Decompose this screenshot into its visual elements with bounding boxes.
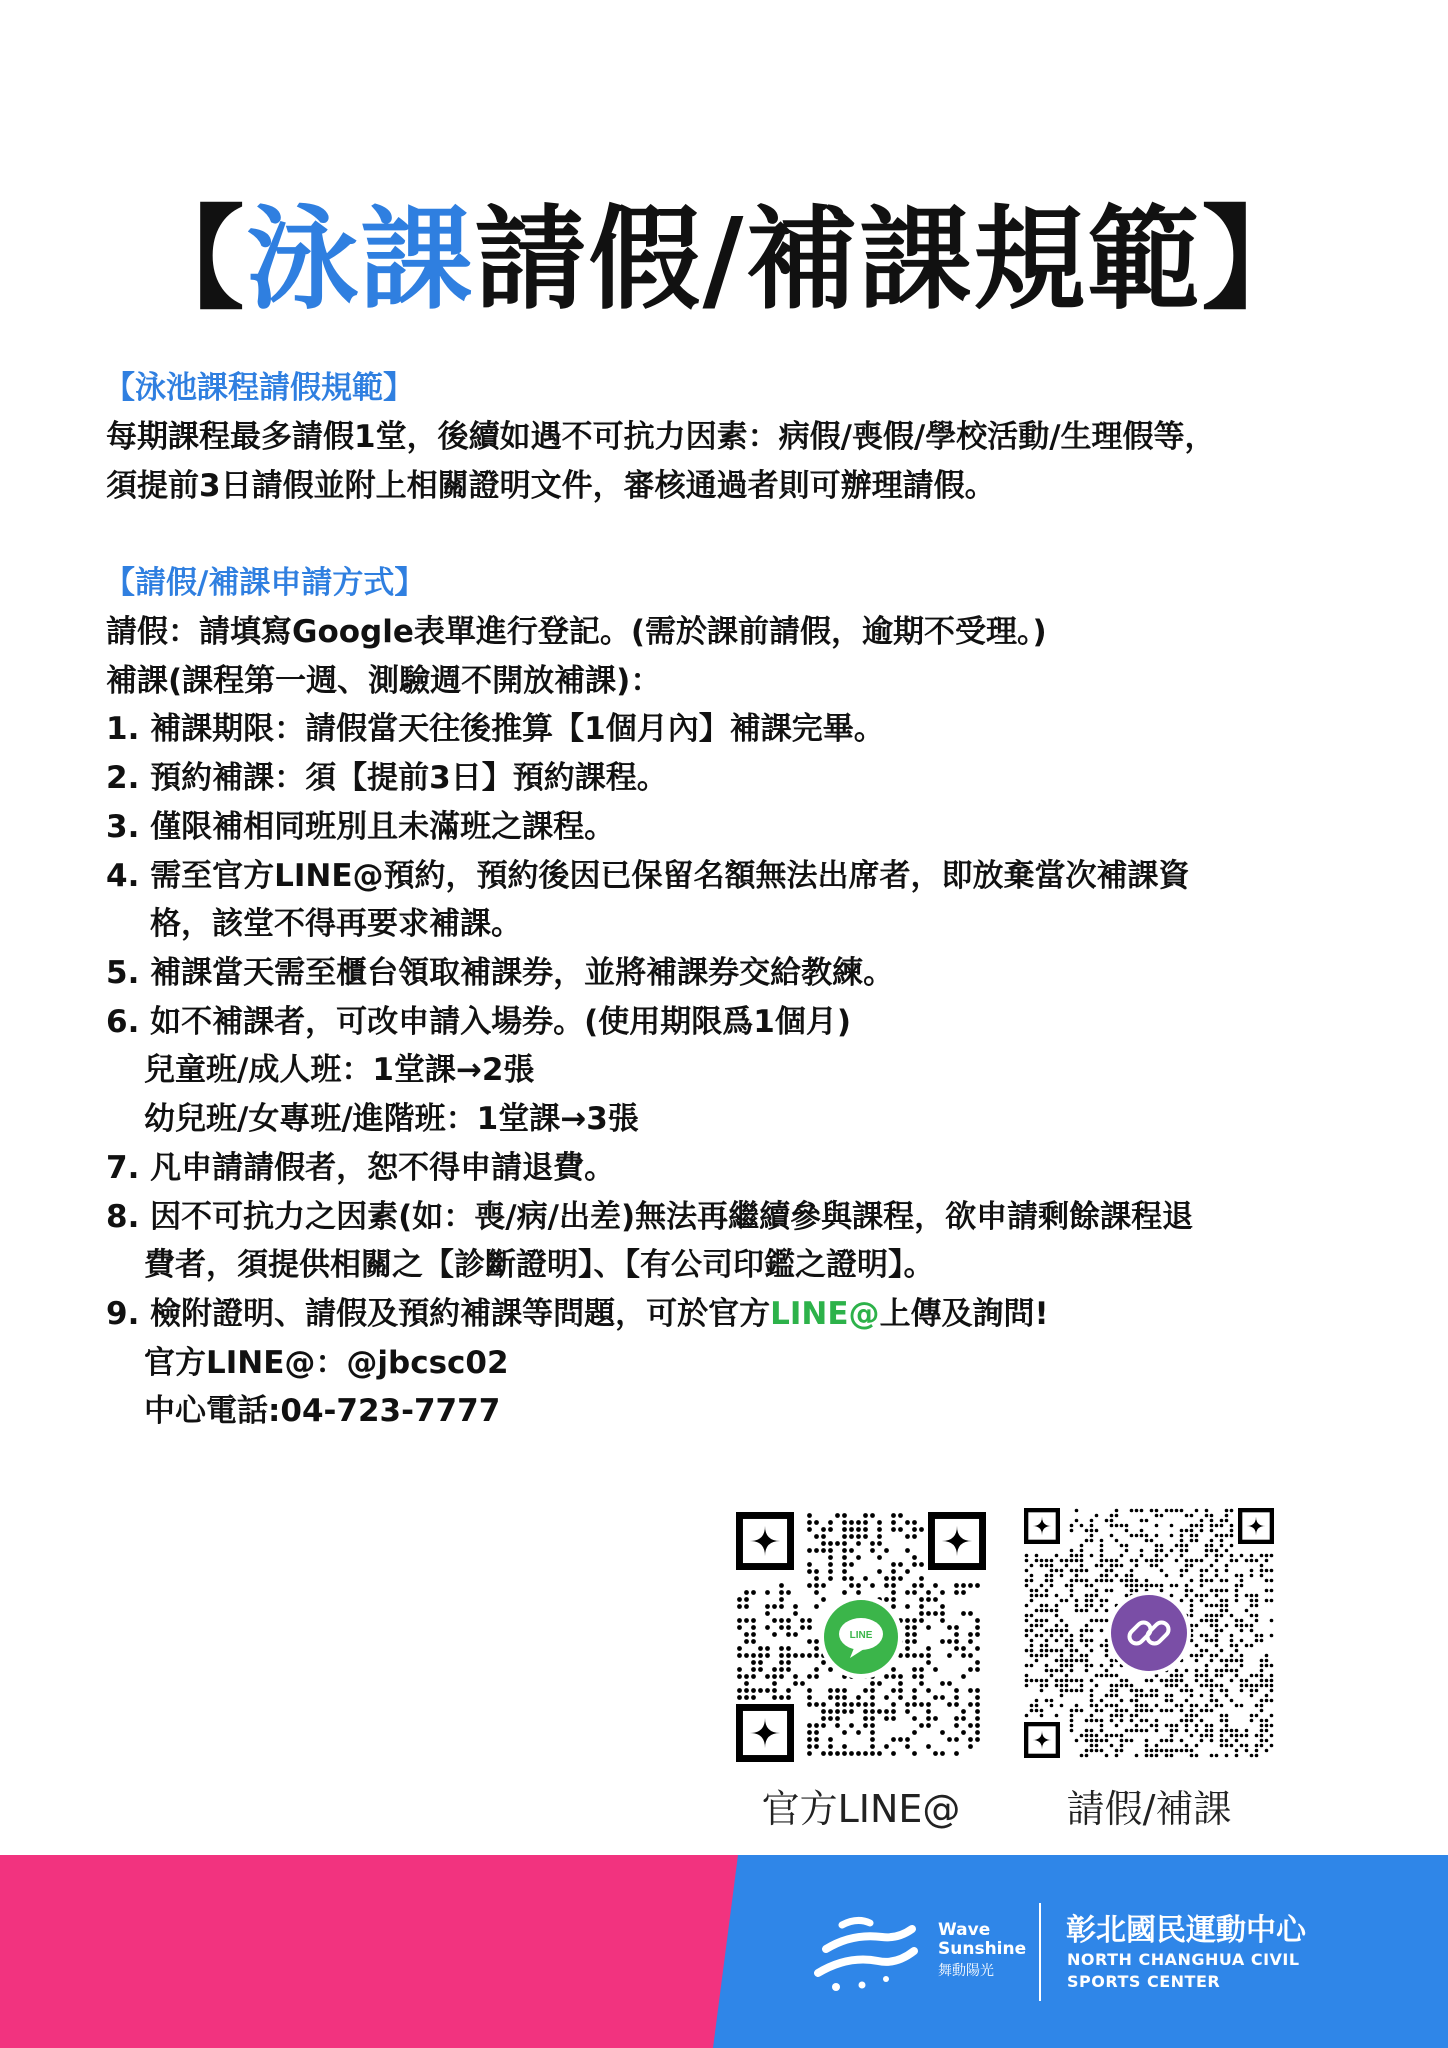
- makeup-intro: 補課(課程第一週、測驗週不開放補課)：: [106, 663, 662, 699]
- line-id: 官方LINE@：@jbcsc02: [144, 1345, 509, 1381]
- brand-en-line2: Sunshine: [938, 1939, 1027, 1959]
- wave-sunshine-logo-icon: [812, 1915, 922, 1995]
- section1-heading: 【泳池課程請假規範】: [104, 370, 414, 406]
- rule-item-9: [106, 1294, 1049, 1334]
- rule-item-9-pre: 9. 檢附證明、請假及預約補課等問題，可於官方: [106, 1296, 771, 1332]
- rule-item: 6. 如不補課者，可改申請入場券。(使用期限爲1個月): [106, 1004, 852, 1040]
- rule-item: 8. 因不可抗力之因素(如：喪/病/出差)無法再繼續參與課程，欲申請剩餘課程退: [106, 1199, 1194, 1235]
- phone-number: 中心電話:04-723-7777: [144, 1393, 501, 1429]
- section2-heading: 【請假/補課申請方式】: [104, 565, 426, 601]
- center-name-zh: 彰北國民運動中心: [1066, 1913, 1306, 1948]
- center-name-en-line1: NORTH CHANGHUA CIVIL: [1067, 1950, 1300, 1969]
- line-qr-caption: 官方LINE@: [761, 1787, 961, 1831]
- brand-en-line1: Wave: [938, 1920, 991, 1940]
- title-rest: 請假/補課規範】: [474, 195, 1316, 325]
- page-title: [0, 190, 1448, 330]
- rule-item: 2. 預約補課：須【提前3日】預約課程。: [106, 760, 668, 796]
- leave-form-qr-caption: 請假/補課: [1066, 1787, 1232, 1831]
- leave-line: 請假：請填寫Google表單進行登記。(需於課前請假，逾期不受理。): [106, 614, 1047, 650]
- rule-item-continued: 費者，須提供相關之【診斷證明】、【有公司印鑑之證明】。: [144, 1247, 935, 1283]
- rule-subitem: 幼兒班/女專班/進階班：1堂課→3張: [144, 1101, 639, 1137]
- rule-item: 3. 僅限補相同班別且未滿班之課程。: [106, 809, 616, 845]
- rule-item: 4. 需至官方LINE@預約，預約後因已保留名額無法出席者，即放棄當次補課資: [106, 858, 1190, 894]
- brand-zh: 舞動陽光: [938, 1963, 994, 1979]
- title-highlight: 泳課: [246, 195, 475, 325]
- leave-form-qr-code[interactable]: [1024, 1508, 1274, 1758]
- rule-item-continued: 格，該堂不得再要求補課。: [150, 906, 522, 942]
- section1-line: 須提前3日請假並附上相關證明文件，審核通過者則可辦理請假。: [106, 468, 996, 504]
- line-icon: [819, 1595, 903, 1679]
- rule-subitem: 兒童班/成人班：1堂課→2張: [144, 1052, 535, 1088]
- rule-item-9-post: 上傳及詢問!: [879, 1296, 1049, 1332]
- line-icon-label: LINE: [849, 1630, 873, 1641]
- line-qr-code[interactable]: [736, 1512, 986, 1762]
- section1-line: 每期課程最多請假1堂，後續如遇不可抗力因素：病假/喪假/學校活動/生理假等，: [106, 419, 1216, 455]
- link-icon: [1107, 1591, 1191, 1675]
- title-open-bracket: 【: [132, 195, 247, 325]
- rule-item: 1. 補課期限：請假當天往後推算【1個月內】補課完畢。: [106, 711, 885, 747]
- rule-item: 7. 凡申請請假者，恕不得申請退費。: [106, 1150, 616, 1186]
- center-name-en-line2: SPORTS CENTER: [1067, 1972, 1221, 1991]
- line-at-highlight: LINE@: [770, 1296, 880, 1332]
- footer-divider: [1039, 1903, 1041, 2001]
- rule-item: 5. 補課當天需至櫃台領取補課券，並將補課券交給教練。: [106, 955, 895, 991]
